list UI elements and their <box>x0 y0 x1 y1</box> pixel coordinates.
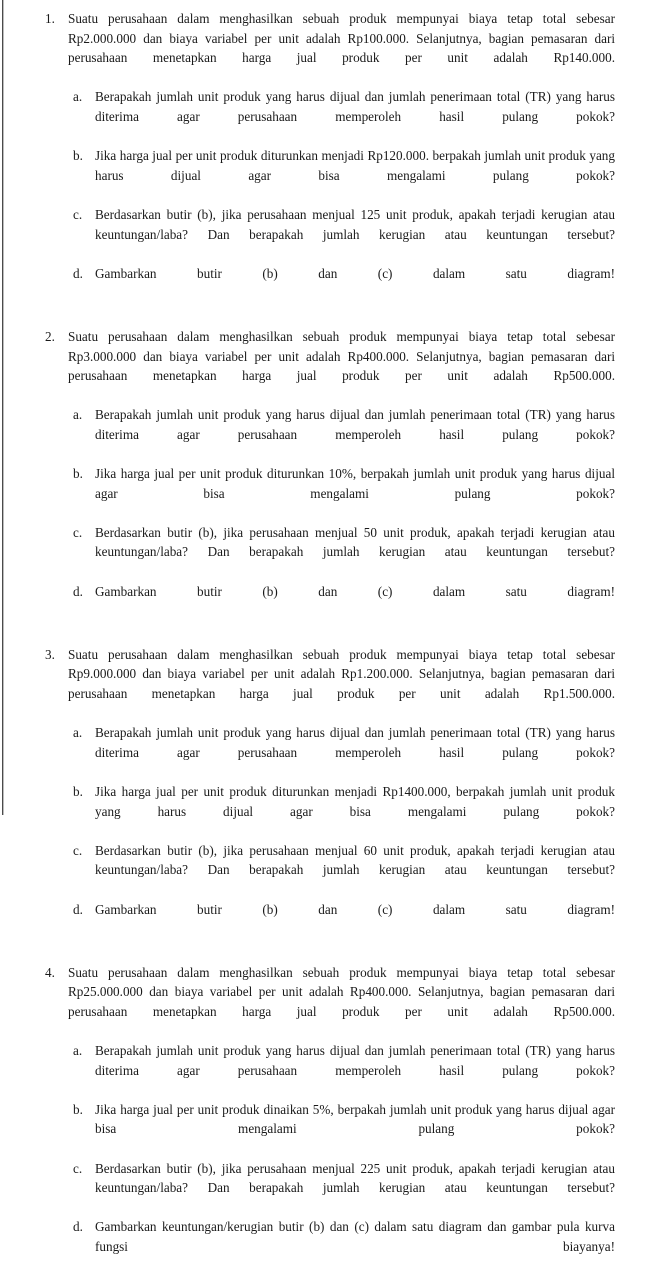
sub-question-item <box>73 723 615 782</box>
sub-question-text: Berdasarkan butir (b), jika perusahaan menjual 50 unit produk, apakah terjadi kerugian atau keuntungan/laba? Dan berapakah jumlah kerugian atau keuntungan tersebut? <box>95 524 615 560</box>
sub-question-item <box>73 264 615 303</box>
sub-question-text: Berdasarkan butir (b), jika perusahaan menjual 225 unit produk, apakah terjadi kerugian atau keuntungan/laba? Dan berapakah jumlah kerugian atau keuntungan tersebut? <box>95 1160 615 1196</box>
sub-question-item <box>73 1100 615 1159</box>
question-item <box>0 0 656 303</box>
sub-question-text: Berapakah jumlah unit produk yang harus dijual dan jumlah penerimaan total (TR) yang harus diterima agar perusahaan memperoleh hasil pulang pokok? <box>95 89 615 124</box>
question-stem: Suatu perusahaan dalam menghasilkan sebuah produk mempunyai biaya tetap total sebesar Rp9.000.000 dan biaya variabel per unit adalah Rp1.200.000. Selanjutnya, bagian pemasaran dari perusahaan menetapkan harga jual produk per unit adalah Rp1.500.000. <box>68 646 615 701</box>
sub-question-item <box>73 582 615 621</box>
sub-question-letter: c. <box>73 524 83 540</box>
sub-question-letter: d. <box>73 583 83 599</box>
sub-question-text: Berdasarkan butir (b), jika perusahaan menjual 125 unit produk, apakah terjadi kerugian atau keuntungan/laba? Dan berapakah jumlah kerugian atau keuntungan tersebut? <box>95 206 615 242</box>
sub-question-text: Jika harga jual per unit produk diturunkan 10%, berpakah jumlah unit produk yang harus dijual agar bisa mengalami pulang pokok? <box>95 466 615 501</box>
sub-question-list <box>68 1041 615 1276</box>
sub-question-text: Gambarkan butir (b) dan (c) dalam satu diagram! <box>95 265 615 281</box>
question-stem: Suatu perusahaan dalam menghasilkan sebuah produk mempunyai biaya tetap total sebesar Rp2.000.000 dan biaya variabel per unit adalah Rp100.000. Selanjutnya, bagian pemasaran dari perusahaan menetapkan harga jual produk per unit adalah Rp140.000. <box>68 11 615 66</box>
sub-question-item <box>73 1217 615 1276</box>
sub-question-list <box>68 405 615 621</box>
question-item <box>0 645 656 939</box>
sub-question-text: Gambarkan butir (b) dan (c) dalam satu diagram! <box>95 901 615 917</box>
sub-question-letter: a. <box>73 1043 83 1059</box>
sub-question-list <box>68 723 615 939</box>
sub-question-item <box>73 782 615 841</box>
sub-question-item <box>73 146 615 205</box>
sub-question-letter: d. <box>73 265 83 281</box>
sub-question-letter: c. <box>73 206 83 222</box>
sub-question-text: Jika harga jual per unit produk diturunkan menjadi Rp1400.000, berpakah jumlah unit produk yang harus dijual agar bisa mengalami pulang pokok? <box>95 783 615 819</box>
sub-question-item <box>73 841 615 900</box>
question-item <box>0 327 656 621</box>
sub-question-letter: c. <box>73 842 83 858</box>
sub-question-letter: a. <box>73 725 83 741</box>
sub-question-item <box>73 900 615 939</box>
sub-question-item <box>73 1041 615 1100</box>
sub-question-item <box>73 464 615 523</box>
sub-question-letter: d. <box>73 1219 83 1235</box>
sub-question-letter: b. <box>73 148 83 164</box>
sub-question-text: Berapakah jumlah unit produk yang harus dijual dan jumlah penerimaan total (TR) yang harus diterima agar perusahaan memperoleh hasil pulang pokok? <box>95 725 615 760</box>
sub-question-letter: a. <box>73 89 83 105</box>
sub-question-item <box>73 205 615 264</box>
question-number: 4. <box>45 964 55 980</box>
sub-question-text: Gambarkan butir (b) dan (c) dalam satu diagram! <box>95 583 615 599</box>
sub-question-item <box>73 87 615 146</box>
sub-question-item <box>73 523 615 582</box>
sub-question-letter: b. <box>73 783 83 799</box>
sub-question-letter: c. <box>73 1160 83 1176</box>
sub-question-text: Jika harga jual per unit produk diturunkan menjadi Rp120.000. berpakah jumlah unit produk yang harus dijual agar bisa mengalami pulang pokok? <box>95 148 615 183</box>
sub-question-letter: b. <box>73 1101 83 1117</box>
question-item <box>0 963 656 1276</box>
sub-question-list <box>68 87 615 303</box>
sub-question-letter: b. <box>73 466 83 482</box>
sub-question-text: Berapakah jumlah unit produk yang harus dijual dan jumlah penerimaan total (TR) yang harus diterima agar perusahaan memperoleh hasil pulang pokok? <box>95 407 615 442</box>
question-number: 3. <box>45 646 55 662</box>
sub-question-item <box>73 1159 615 1218</box>
sub-question-item <box>73 405 615 464</box>
question-stem: Suatu perusahaan dalam menghasilkan sebuah produk mempunyai biaya tetap total sebesar Rp3.000.000 dan biaya variabel per unit adalah Rp400.000. Selanjutnya, bagian pemasaran dari perusahaan menetapkan harga jual produk per unit adalah Rp500.000. <box>68 328 615 384</box>
sub-question-text: Berapakah jumlah unit produk yang harus dijual dan jumlah penerimaan total (TR) yang harus diterima agar perusahaan memperoleh hasil pulang pokok? <box>95 1043 615 1078</box>
sub-question-text: Gambarkan keuntungan/kerugian butir (b) dan (c) dalam satu diagram dan gambar pula kurva fungsi biayanya! <box>95 1219 615 1255</box>
question-number: 1. <box>45 11 55 26</box>
sub-question-letter: d. <box>73 901 83 917</box>
sub-question-text: Berdasarkan butir (b), jika perusahaan menjual 60 unit produk, apakah terjadi kerugian atau keuntungan/laba? Dan berapakah jumlah kerugian atau keuntungan tersebut? <box>95 842 615 878</box>
question-number: 2. <box>45 328 55 344</box>
question-stem: Suatu perusahaan dalam menghasilkan sebuah produk mempunyai biaya tetap total sebesar Rp25.000.000 dan biaya variabel per unit adalah Rp400.000. Selanjutnya, bagian pemasaran dari perusahaan menetapkan harga jual produk per unit adalah Rp500.000. <box>68 964 615 1019</box>
sub-question-letter: a. <box>73 407 83 423</box>
sub-question-text: Jika harga jual per unit produk dinaikan 5%, berpakah jumlah unit produk yang harus dijual agar bisa mengalami pulang pokok? <box>95 1101 615 1137</box>
